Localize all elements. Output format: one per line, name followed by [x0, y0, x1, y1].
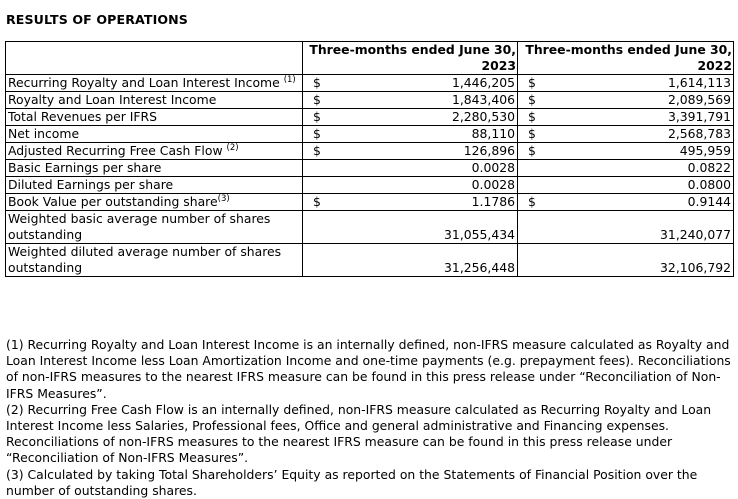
value-2022 — [518, 126, 734, 143]
footnotes — [6, 337, 733, 499]
row-label — [6, 211, 303, 244]
row-label-text: Weighted diluted average number of shares outstanding — [8, 244, 282, 275]
value-2023 — [303, 211, 518, 244]
currency-symbol: $ — [313, 194, 321, 209]
table-row — [6, 194, 734, 211]
footnote-3: (3) Calculated by taking Total Shareholders’ Equity as reported on the Statements of Financial Position over the number of outstanding shares. — [6, 466, 698, 498]
table-row — [6, 109, 734, 126]
table-row — [6, 126, 734, 143]
value-2022 — [518, 194, 734, 211]
value-2023 — [303, 143, 518, 160]
value-2023 — [303, 177, 518, 194]
row-label-text: Weighted basic average number of shares outstanding — [8, 211, 271, 242]
amount: 3,391,791 — [667, 109, 731, 124]
amount: 32,106,792 — [660, 260, 731, 275]
currency-symbol: $ — [313, 92, 321, 107]
value-2022 — [518, 177, 734, 194]
value-2023 — [303, 109, 518, 126]
row-label-text: Net income — [8, 126, 80, 141]
value-2023 — [303, 160, 518, 177]
currency-symbol: $ — [313, 143, 321, 158]
footnote-ref: (1) — [283, 75, 296, 85]
row-label-text: Recurring Royalty and Loan Interest Income — [8, 75, 280, 90]
value-2022 — [518, 75, 734, 92]
table-row — [6, 75, 734, 92]
amount: 495,959 — [679, 143, 731, 158]
value-2023 — [303, 126, 518, 143]
amount: 88,110 — [471, 126, 515, 141]
amount: 1,446,205 — [451, 75, 515, 90]
row-label-text: Basic Earnings per share — [8, 160, 162, 175]
value-2023 — [303, 244, 518, 277]
amount: 1,614,113 — [667, 75, 731, 90]
amount: 0.0800 — [687, 177, 731, 192]
value-2022 — [518, 109, 734, 126]
row-label — [6, 244, 303, 277]
header-q2-2022: Three-months ended June 30, 2022 — [518, 42, 734, 75]
value-2023 — [303, 75, 518, 92]
row-label — [6, 126, 303, 143]
amount: 0.0028 — [471, 177, 515, 192]
value-2023 — [303, 92, 518, 109]
currency-symbol: $ — [313, 75, 321, 90]
amount: 1.1786 — [471, 194, 515, 209]
table-row — [6, 244, 734, 277]
currency-symbol: $ — [313, 109, 321, 124]
row-label — [6, 75, 303, 92]
value-2022 — [518, 92, 734, 109]
row-label-text: Total Revenues per IFRS — [8, 109, 158, 124]
row-label-text: Royalty and Loan Interest Income — [8, 92, 217, 107]
amount: 31,055,434 — [444, 227, 515, 242]
row-label-text: Book Value per outstanding share — [8, 194, 218, 209]
value-2022 — [518, 211, 734, 244]
row-label — [6, 194, 303, 211]
row-label-text: Adjusted Recurring Free Cash Flow — [8, 143, 223, 158]
value-2022 — [518, 160, 734, 177]
table-row — [6, 211, 734, 244]
row-label-text: Diluted Earnings per share — [8, 177, 174, 192]
value-2022 — [518, 143, 734, 160]
row-label — [6, 177, 303, 194]
row-label — [6, 160, 303, 177]
table-row — [6, 92, 734, 109]
currency-symbol: $ — [528, 126, 536, 141]
header-blank-cell — [6, 42, 303, 75]
row-label — [6, 109, 303, 126]
currency-symbol: $ — [528, 75, 536, 90]
row-label — [6, 92, 303, 109]
section-title: RESULTS OF OPERATIONS — [6, 12, 188, 27]
table-row — [6, 177, 734, 194]
header-row — [6, 42, 734, 75]
footnote-2: (2) Recurring Free Cash Flow is an internally defined, non-IFRS measure calculated as Recurring Royalty and Loan Interest Income less Salaries, Professional fees, Office and general administrative and Financing expenses. Reconciliations of non-IFRS measures to the nearest IFRS measure can be found in this press release under “Reconciliation of Non-IFRS Measures”. — [6, 401, 712, 466]
amount: 31,240,077 — [660, 227, 731, 242]
value-2022 — [518, 244, 734, 277]
amount: 0.9144 — [687, 194, 731, 209]
footnote-ref: (2) — [226, 143, 239, 153]
table-row — [6, 143, 734, 160]
amount: 2,568,783 — [667, 126, 731, 141]
amount: 31,256,448 — [444, 260, 515, 275]
currency-symbol: $ — [528, 143, 536, 158]
row-label — [6, 143, 303, 160]
currency-symbol: $ — [313, 126, 321, 141]
value-2023 — [303, 194, 518, 211]
footnote-ref: (3) — [217, 194, 230, 204]
currency-symbol: $ — [528, 109, 536, 124]
currency-symbol: $ — [528, 194, 536, 209]
footnote-1: (1) Recurring Royalty and Loan Interest Income is an internally defined, non-IFRS measure calculated as Royalty and Loan Interest Income less Loan Amortization Income and one-time payments (e.g. prepayment fees). Reconciliations of non-IFRS measures to the nearest IFRS measure can be found in this press release under “Reconciliation of Non-IFRS Measures”. — [6, 337, 731, 401]
amount: 126,896 — [463, 143, 515, 158]
table-row — [6, 160, 734, 177]
amount: 0.0028 — [471, 160, 515, 175]
amount: 2,280,530 — [451, 109, 515, 124]
amount: 2,089,569 — [667, 92, 731, 107]
results-table — [5, 41, 734, 277]
amount: 0.0822 — [687, 160, 731, 175]
header-q2-2023: Three-months ended June 30, 2023 — [303, 42, 518, 75]
currency-symbol: $ — [528, 92, 536, 107]
amount: 1,843,406 — [451, 92, 515, 107]
